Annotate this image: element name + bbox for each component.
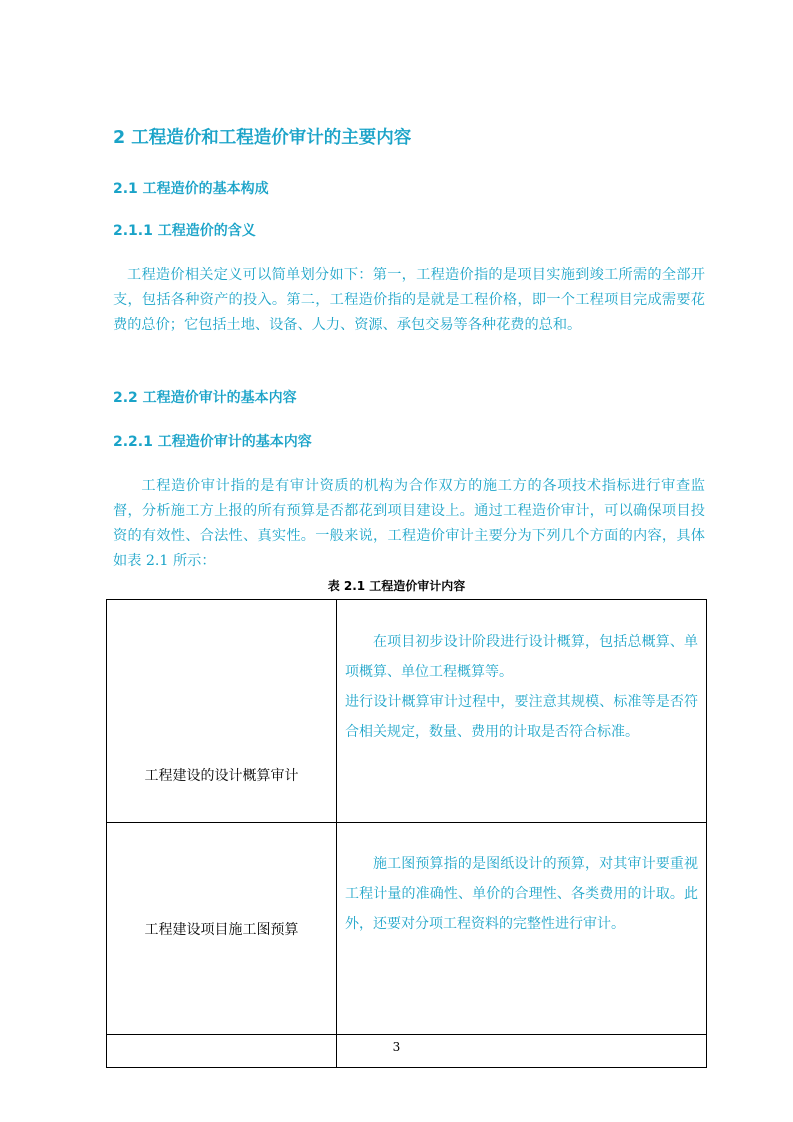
table-caption: 表 2.1 工程造价审计内容 [327,579,466,593]
content-paragraph: 进行设计概算审计过程中，要注意其规模、标准等是否符合相关规定，数量、费用的计取是否符合标准。 [345,694,698,740]
row-label-construction-drawing-budget: 工程建设项目施工图预算 [107,823,337,1035]
content-paragraph: 在项目初步设计阶段进行设计概算，包括总概算、单项概算、单位工程概算等。 [345,634,698,680]
table-row [107,823,707,1035]
subsection-heading-2-1-1: 2.1.1 工程造价的含义 [113,223,256,239]
audit-content-table [106,599,707,1068]
section-heading-2-1: 2.1 工程造价的基本构成 [113,181,269,197]
row-content-construction-drawing-budget [337,823,707,1035]
section-heading-2-2: 2.2 工程造价审计的基本内容 [113,390,297,406]
table-row [107,600,707,823]
paragraph-cost-definition: 工程造价相关定义可以简单划分如下：第一，工程造价指的是项目实施到竣工所需的全部开支，包括各种资产的投入。第二，工程造价指的是就是工程价格，即一个工程项目完成需要花费的总价；它包括土地、设备、人力、资源、承包交易等各种花费的总和。 [113,267,705,333]
row-content-design-estimate [337,600,707,823]
content-paragraph: 施工图预算指的是图纸设计的预算，对其审计要重视工程计量的准确性、单价的合理性、各类费用的计取。此外，还要对分项工程资料的完整性进行审计。 [345,856,698,932]
page-number: 3 [392,1040,401,1054]
subsection-heading-2-2-1: 2.2.1 工程造价审计的基本内容 [113,434,312,450]
row-label-design-estimate: 工程建设的设计概算审计 [107,600,337,823]
paragraph-audit-definition: 工程造价审计指的是有审计资质的机构为合作双方的施工方的各项技术指标进行审查监督，分析施工方上报的所有预算是否都花到项目建设上。通过工程造价审计，可以确保项目投资的有效性、合法性、真实性。一般来说，工程造价审计主要分为下列几个方面的内容，具体如表 2.1 所示： [113,478,705,569]
chapter-heading: 2 工程造价和工程造价审计的主要内容 [113,128,412,148]
